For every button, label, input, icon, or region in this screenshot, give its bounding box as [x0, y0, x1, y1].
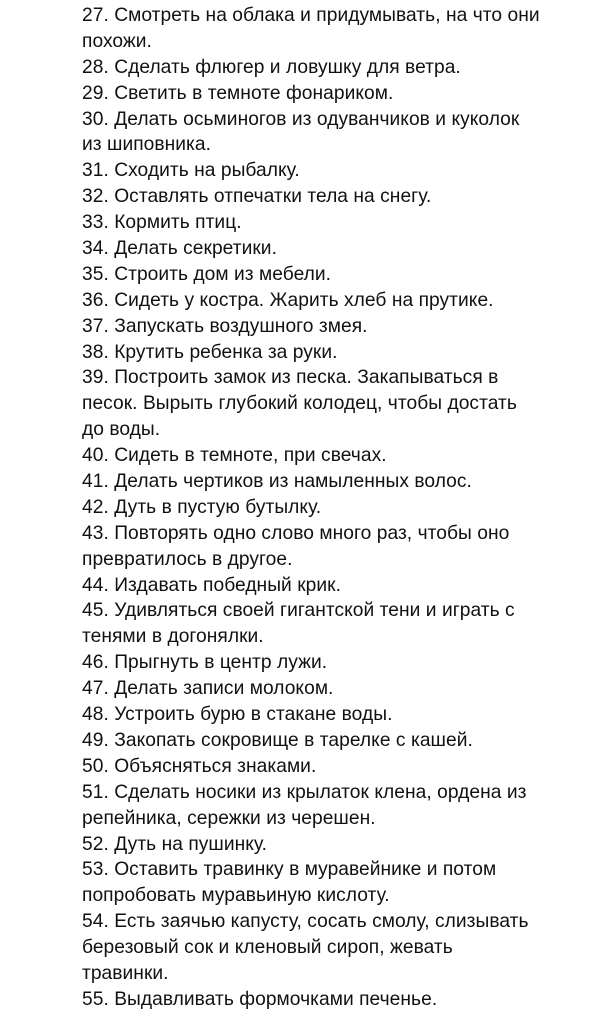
text-line: 42. Дуть в пустую бутылку.: [82, 496, 322, 518]
text-line: 49. Закопать сокровище в тарелке с кашей.: [82, 729, 473, 751]
text-line: 54. Есть заячью капусту, сосать смолу, слизывать: [82, 911, 529, 933]
text-line: до воды.: [82, 419, 161, 441]
text-line: 30. Делать осьминогов из одуванчиков и куколок: [82, 108, 520, 130]
text-line: 47. Делать записи молоком.: [82, 678, 334, 700]
text-line: из шиповника.: [82, 134, 211, 156]
text-line: 31. Сходить на рыбалку.: [82, 160, 300, 182]
text-line: 35. Строить дом из мебели.: [82, 263, 332, 285]
text-line: 51. Сделать носики из крылаток клена, ордена из: [82, 781, 527, 803]
text-line: 55. Выдавливать формочками печенье.: [82, 988, 438, 1010]
text-line: 33. Кормить птиц.: [82, 212, 242, 234]
text-line: 45. Удивляться своей гигантской тени и играть с: [82, 600, 515, 622]
text-line: 34. Делать секретики.: [82, 238, 277, 260]
text-line: 27. Смотреть на облака и придумывать, на что они: [82, 5, 540, 26]
text-line: 53. Оставить травинку в муравейнике и потом: [82, 859, 497, 881]
text-line: 50. Объясняться знаками.: [82, 755, 317, 777]
text-line: 29. Светить в темноте фонариком.: [82, 82, 394, 104]
text-line: тенями в догонялки.: [82, 626, 264, 648]
text-line: 48. Устроить бурю в стакане воды.: [82, 704, 393, 726]
text-line: 32. Оставлять отпечатки тела на снегу.: [82, 186, 432, 208]
text-line: 37. Запускать воздушного змея.: [82, 315, 368, 337]
text-line: березовый сок и кленовый сироп, жевать: [82, 937, 453, 959]
text-line: 46. Прыгнуть в центр лужи.: [82, 652, 328, 674]
text-line: 52. Дуть на пушинку.: [82, 833, 268, 855]
text-line: травинки.: [82, 962, 169, 984]
text-line: репейника, сережки из черешен.: [82, 807, 376, 829]
text-line: 38. Крутить ребенка за руки.: [82, 341, 338, 363]
text-line: попробовать муравьиную кислоту.: [82, 885, 390, 907]
text-line: превратилось в другое.: [82, 548, 293, 570]
text-line: 41. Делать чертиков из намыленных волос.: [82, 471, 472, 493]
text-line: 44. Издавать победный крик.: [82, 574, 341, 596]
text-line: 36. Сидеть у костра. Жарить хлеб на прутике.: [82, 289, 494, 311]
text-line: песок. Вырыть глубокий колодец, чтобы достать: [82, 393, 517, 415]
text-line: 40. Сидеть в темноте, при свечах.: [82, 445, 387, 467]
text-line: 28. Сделать флюгер и ловушку для ветра.: [82, 56, 461, 78]
text-line: 43. Повторять одно слово много раз, чтобы оно: [82, 522, 510, 544]
text-line: 39. Построить замок из песка. Закапываться в: [82, 367, 499, 389]
text-line: похожи.: [82, 30, 152, 52]
document-text: [82, 3, 587, 1013]
